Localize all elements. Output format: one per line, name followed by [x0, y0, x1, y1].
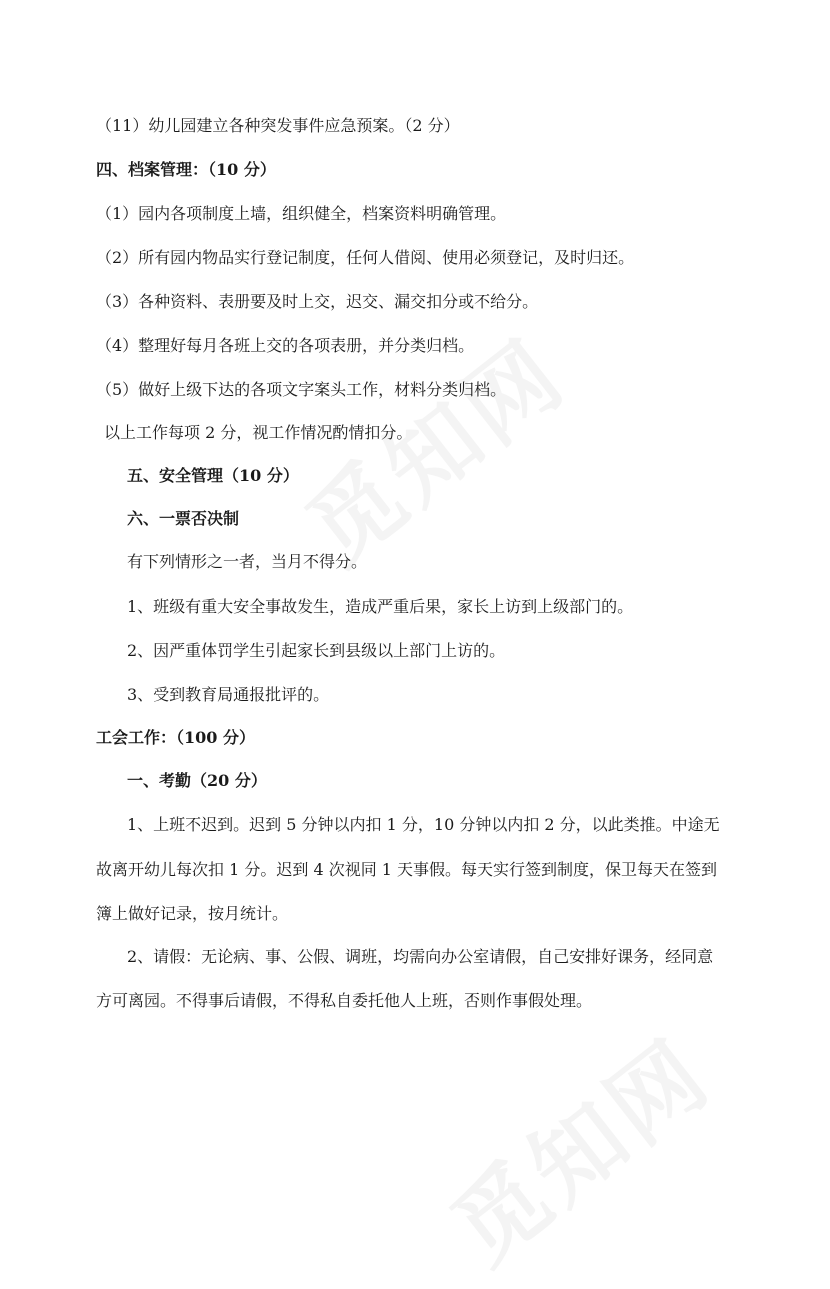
- paragraph-line: 3、受到教育局通报批评的。: [127, 685, 330, 704]
- paragraph-line: 以上工作每项 2 分，视工作情况酌情扣分。: [104, 423, 413, 442]
- paragraph-line: 故离开幼儿每次扣 1 分。迟到 4 次视同 1 天事假。每天实行签到制度，保卫每天在签到: [96, 860, 718, 879]
- paragraph-line: （1）园内各项制度上墙，组织健全，档案资料明确管理。: [96, 204, 507, 223]
- section-heading: 一、考勤（20 分）: [127, 771, 267, 790]
- paragraph-line: （4）整理好每月各班上交的各项表册，并分类归档。: [96, 336, 475, 355]
- section-heading: 五、安全管理（10 分）: [127, 466, 299, 485]
- paragraph-line: （3）各种资料、表册要及时上交，迟交、漏交扣分或不给分。: [96, 292, 539, 311]
- paragraph-line: 有下列情形之一者，当月不得分。: [127, 552, 368, 571]
- section-heading: 四、档案管理：（10 分）: [96, 160, 276, 179]
- watermark: [421, 1003, 734, 1288]
- paragraph-line: 簿上做好记录，按月统计。: [96, 904, 289, 923]
- paragraph-line: 2、因严重体罚学生引起家长到县级以上部门上访的。: [127, 641, 506, 660]
- paragraph-line: （5）做好上级下达的各项文字案头工作，材料分类归档。: [96, 380, 507, 399]
- paragraph-line: （2）所有园内物品实行登记制度，任何人借阅、使用必须登记，及时归还。: [96, 248, 635, 267]
- paragraph-line: 方可离园。不得事后请假，不得私自委托他人上班，否则作事假处理。: [96, 991, 593, 1010]
- paragraph-line: 1、班级有重大安全事故发生，造成严重后果，家长上访到上级部门的。: [127, 597, 634, 616]
- paragraph-line: （11）幼儿园建立各种突发事件应急预案。（2 分）: [96, 116, 460, 135]
- paragraph-line: 1、上班不迟到。迟到 5 分钟以内扣 1 分，10 分钟以内扣 2 分，以此类推。中途无: [127, 815, 720, 834]
- paragraph-line: 2、请假：无论病、事、公假、调班，均需向办公室请假，自己安排好课务，经同意: [127, 947, 714, 966]
- section-heading: 工会工作：（100 分）: [96, 728, 255, 747]
- section-heading: 六、一票否决制: [127, 509, 240, 528]
